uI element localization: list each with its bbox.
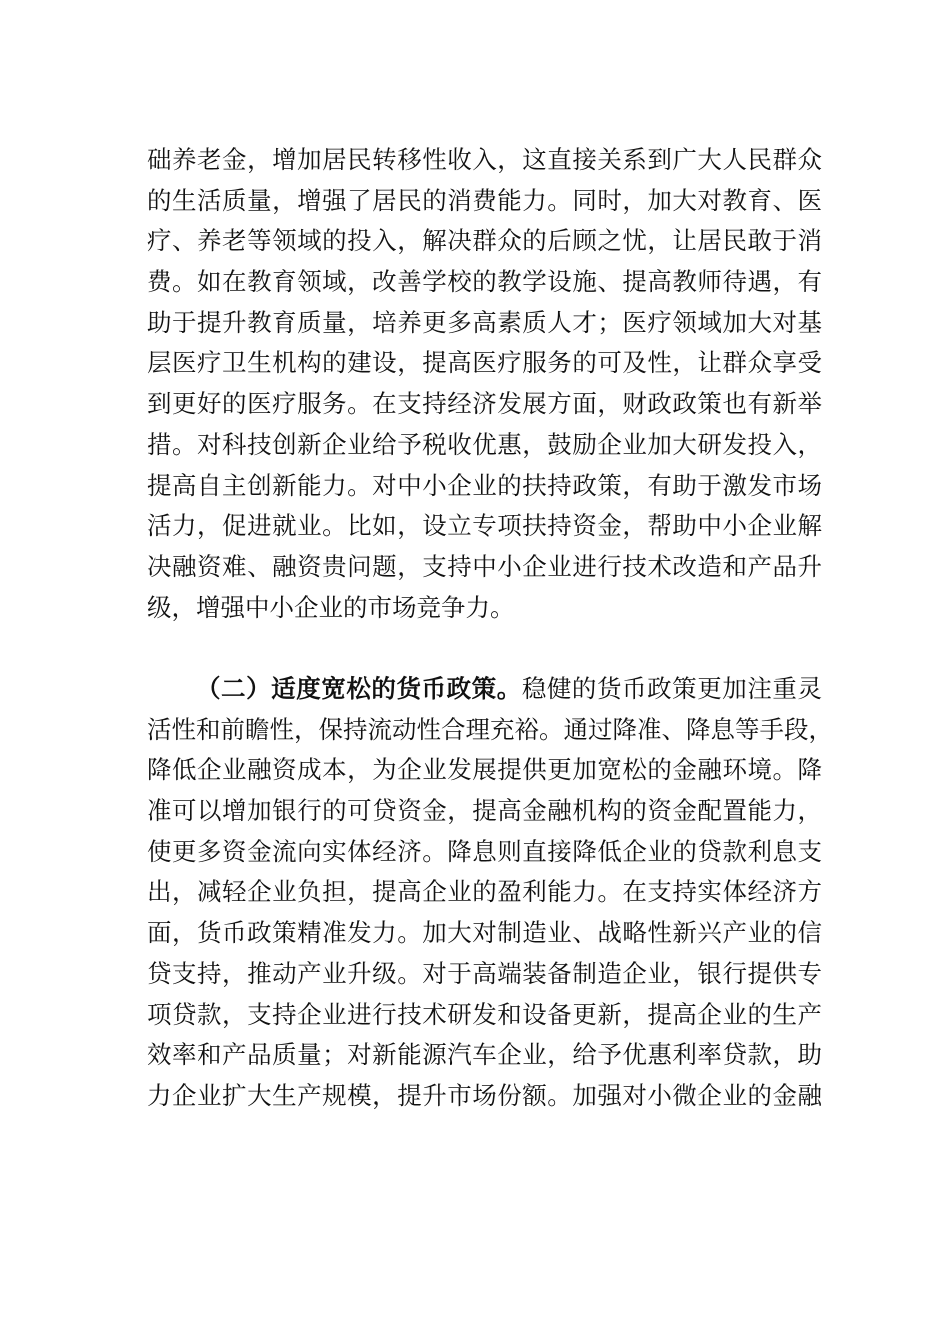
paragraph-1-line: 级，增强中小企业的市场竞争力。 [147,592,515,622]
paragraph-1-line: 活力，促进就业。比如，设立专项扶持资金，帮助中小企业解 [147,511,822,541]
paragraph-1-line: 到更好的医疗服务。在支持经济发展方面，财政政策也有新举 [147,389,822,419]
paragraph-2-line: 使更多资金流向实体经济。降息则直接降低企业的贷款利息支 [147,836,822,866]
paragraph-1-line: 助于提升教育质量，培养更多高素质人才；医疗领域加大对基 [147,307,822,337]
paragraph-1-line: 费。如在教育领域，改善学校的教学设施、提高教师待遇，有 [147,267,822,297]
paragraph-2-line: 降低企业融资成本，为企业发展提供更加宽松的金融环境。降 [147,755,822,785]
paragraph-2-line: 活性和前瞻性，保持流动性合理充裕。通过降准、降息等手段， [147,714,833,744]
paragraph-1-line: 提高自主创新能力。对中小企业的扶持政策，有助于激发市场 [147,470,822,500]
paragraph-2 [147,669,833,1117]
paragraph-2-line: 贷支持，推动产业升级。对于高端装备制造企业，银行提供专 [147,958,822,988]
paragraph-1-line: 决融资难、融资贵问题，支持中小企业进行技术改造和产品升 [147,551,822,581]
paragraph-2-line: 效率和产品质量；对新能源汽车企业，给予优惠利率贷款，助 [147,1040,822,1070]
paragraph-1-line: 层医疗卫生机构的建设，提高医疗服务的可及性，让群众享受 [147,348,822,378]
paragraph-2-line: 出，减轻企业负担，提高企业的盈利能力。在支持实体经济方 [147,877,822,907]
paragraph-1 [147,140,822,628]
paragraph-2-line: 项贷款，支持企业进行技术研发和设备更新，提高企业的生产 [147,999,822,1029]
paragraph-2-first-line-text: 稳健的货币政策更加注重灵 [521,674,822,703]
section-heading: （二）适度宽松的货币政策。 [196,674,522,703]
paragraph-1-line: 的生活质量，增强了居民的消费能力。同时，加大对教育、医 [147,185,822,215]
paragraph-2-line: 准可以增加银行的可贷资金，提高金融机构的资金配置能力， [147,796,822,826]
paragraph-1-line: 疗、养老等领域的投入，解决群众的后顾之忧，让居民敢于消 [147,226,822,256]
paragraph-1-line: 础养老金，增加居民转移性收入，这直接关系到广大人民群众 [147,145,822,174]
paragraph-1-line: 措。对科技创新企业给予税收优惠，鼓励企业加大研发投入， [147,429,822,459]
paragraph-2-first-line [147,669,822,710]
paragraph-2-line: 面，货币政策精准发力。加大对制造业、战略性新兴产业的信 [147,918,822,948]
paragraph-2-line: 力企业扩大生产规模，提升市场份额。加强对小微企业的金融 [147,1080,822,1110]
